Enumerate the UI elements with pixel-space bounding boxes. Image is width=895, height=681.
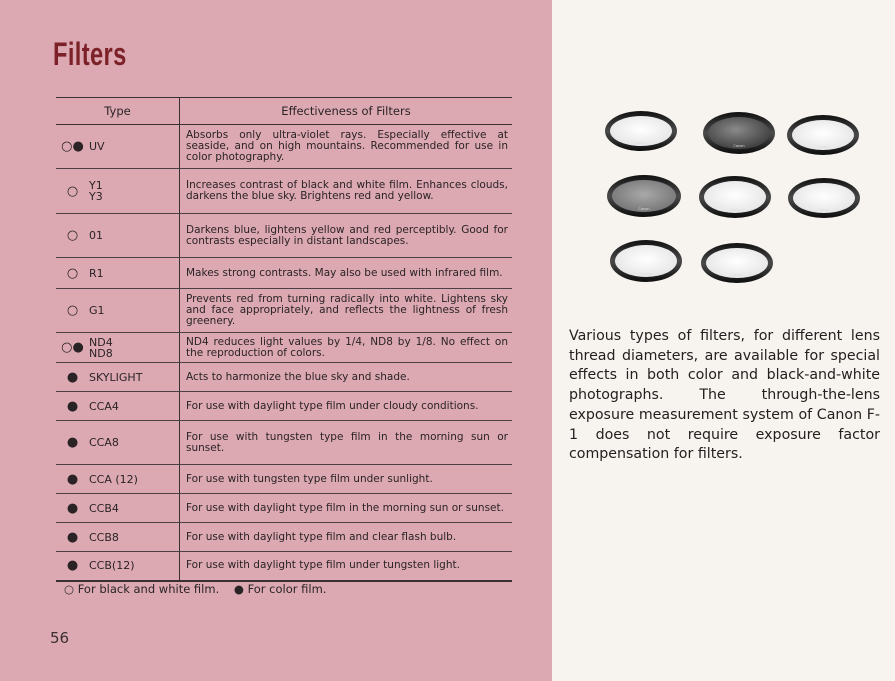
ring-engraving: Canon [731,273,743,277]
ring-engraving: Canon [733,144,745,148]
film-type-marks: ○ [66,183,79,199]
film-type-marks: ○● [61,340,84,355]
film-type-marks: ● [66,500,79,516]
table-legend [64,582,326,596]
filter-ring [610,240,682,282]
film-type-marks: ● [66,435,79,450]
table-row [56,421,512,465]
color-film-symbol: ● [233,582,244,596]
ring-engraving: Canon [818,208,830,212]
filters-table [56,97,512,582]
page-number: 56 [50,629,70,647]
filter-effect: For use with daylight type film under cloudy conditions. [180,392,513,421]
filter-type: CCB4 [89,501,119,515]
filter-type: ND4 [89,335,113,349]
type-header: Type [56,98,180,125]
filter-type: Y3 [89,190,103,203]
filter-type: Y1 [89,179,103,192]
filter-effect: For use with daylight type film and clear flash bulb. [180,523,513,552]
effectiveness-header: Effectiveness of Filters [180,98,513,125]
filter-type: CCB8 [89,530,119,544]
table-row [56,392,512,421]
table-row [56,363,512,392]
table-row [56,289,512,333]
table-row [56,523,512,552]
table-row [56,465,512,494]
ring-engraving: Canon [729,208,741,212]
ring-engraving: Canon [817,145,829,149]
film-type-marks: ○ [66,303,79,318]
filter-type: CCA8 [89,436,119,449]
ring-engraving: Canon [640,272,652,276]
table-row [56,169,512,214]
filter-type: ND8 [89,346,113,360]
filter-type: 01 [89,229,103,242]
filter-effect: Makes strong contrasts. May also be used with infrared film. [180,258,513,289]
bw-film-text: For black and white film. [77,582,220,596]
filter-ring [788,178,860,218]
filter-effect: For use with tungsten type film under sunlight. [180,465,513,494]
filter-ring [787,115,859,155]
filter-effect: For use with daylight type film in the morning sun or sunset. [180,494,513,523]
table-row [56,125,512,169]
film-type-marks: ● [66,529,79,545]
film-type-marks: ● [66,398,79,414]
filter-type: CCA4 [89,399,119,413]
film-type-marks: ● [66,558,79,574]
filter-type: SKYLIGHT [89,370,143,384]
table-row [56,258,512,289]
photo-caption: Various types of filters, for different lens thread diameters, are available for special effects in both color and black-and-white photographs. The through-the-lens exposure measurement system of Canon F-1 does not require exposure factor compensation for filters. [569,328,880,463]
filter-effect: ND4 reduces light values by 1/4, ND8 by 1/8. No effect on the reproduction of colors. [180,333,513,363]
bw-film-symbol: ○ [64,582,75,596]
filter-type: CCB(12) [89,559,135,573]
film-type-marks: ○ [66,228,79,243]
filter-effect: Darkens blue, lightens yellow and red perceptibly. Good for contrasts especially in distant landscapes. [180,214,513,258]
filter-type: R1 [89,266,104,280]
ring-engraving: Canon [635,141,647,145]
page-title: Filters [53,36,127,72]
film-type-marks: ● [66,369,79,385]
filter-ring [699,176,771,218]
color-film-text: For color film. [247,582,327,596]
film-type-marks: ○● [61,139,84,154]
filter-effect: Prevents red from turning radically into white. Lightens sky and face appropriately, and reflects the lightness of fresh greenery. [180,289,513,333]
table-row [56,333,512,363]
filter-effect: Increases contrast of black and white film. Enhances clouds, darkens the blue sky. Brightens red and yellow. [180,169,513,214]
filter-effect: For use with daylight type film under tungsten light. [180,552,513,581]
filter-ring [607,175,681,217]
filter-effect: Absorbs only ultra-violet rays. Especially effective at seaside, and on high mountains. Recommended for use in color photography. [180,125,513,169]
table-header-row [56,98,512,125]
filter-ring [703,112,775,154]
filters-photo [604,110,864,290]
table-row [56,552,512,581]
filter-type: UV [89,140,105,153]
filter-type: G1 [89,304,105,317]
film-type-marks: ○ [66,265,79,281]
table-row [56,214,512,258]
table-row [56,494,512,523]
filter-effect: For use with tungsten type film in the morning sun or sunset. [180,421,513,465]
ring-engraving: Canon [638,207,650,211]
filter-effect: Acts to harmonize the blue sky and shade. [180,363,513,392]
filter-type: CCA (12) [89,472,138,486]
filter-ring [701,243,773,283]
filter-ring [605,111,677,151]
film-type-marks: ● [66,471,79,487]
